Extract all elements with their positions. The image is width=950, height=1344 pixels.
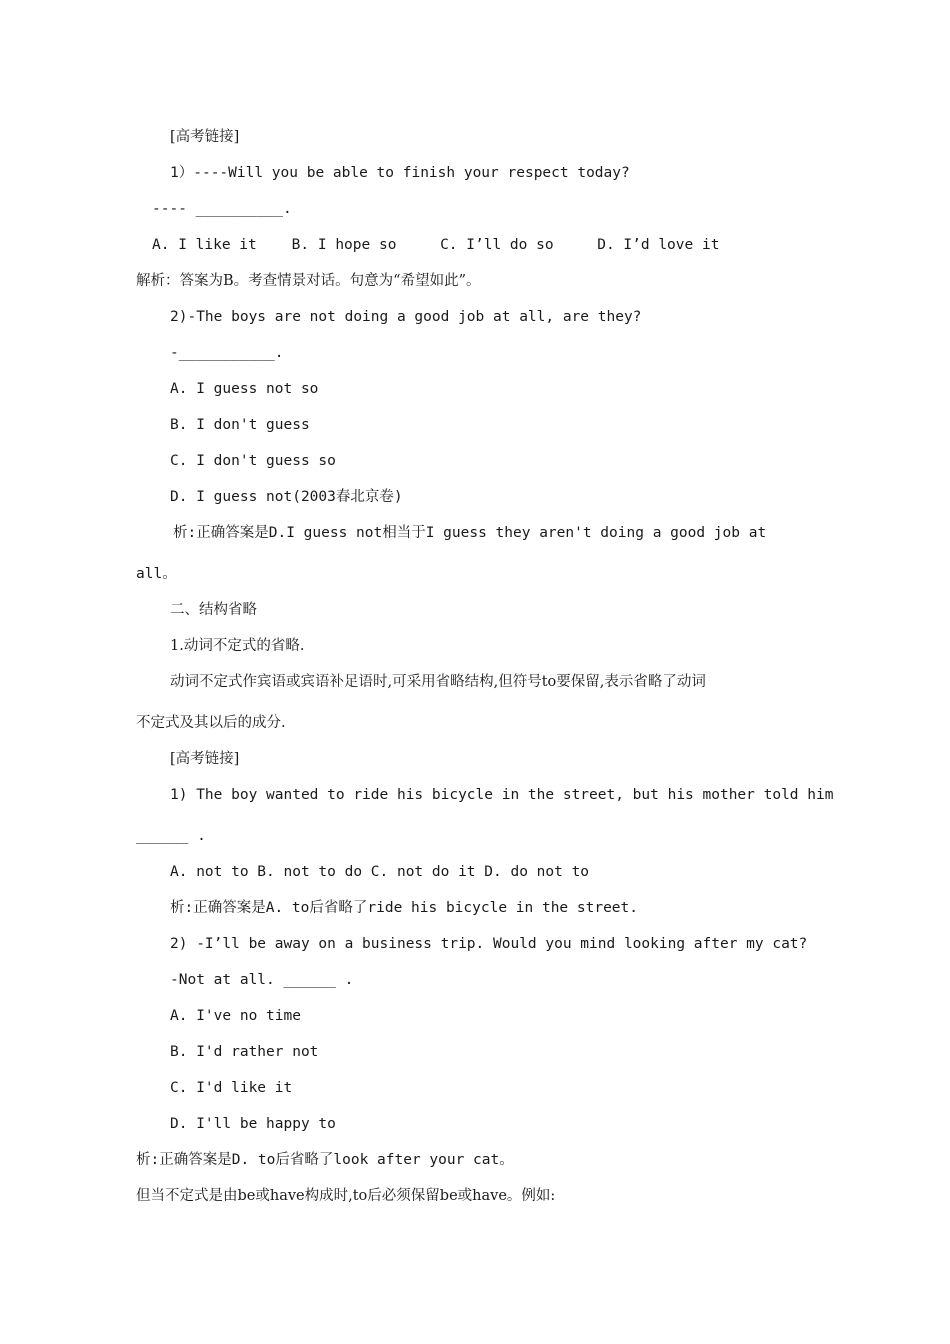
question-1-analysis: 解析：答案为B。考查情景对话。句意为“希望如此”。 <box>136 273 481 289</box>
section-tag-gaokao: [高考链接] <box>170 129 240 145</box>
question-2-option-c: C. I don't guess so <box>170 453 336 469</box>
question-4-stem: 2) -I’ll be away on a business trip. Would you mind looking after my cat? <box>170 936 808 952</box>
question-2-analysis-cont: all。 <box>136 566 177 582</box>
question-3-blank: ______ . <box>136 828 206 844</box>
question-4-option-b: B. I'd rather not <box>170 1044 319 1060</box>
question-3-stem: 1) The boy wanted to ride his bicycle in the street, but his mother told him <box>170 787 834 803</box>
question-1-blank: ---- __________. <box>152 201 292 217</box>
question-1-options: A. I like it B. I hope so C. I’ll do so D. I’d love it <box>152 237 720 253</box>
question-4-option-d: D. I'll be happy to <box>170 1116 336 1132</box>
question-3-options: A. not to B. not to do C. not do it D. do not to <box>170 864 590 880</box>
question-2-analysis: 析:正确答案是D.I guess not相当于I guess they aren't doing a good job at <box>173 525 767 541</box>
question-3-analysis: 析:正确答案是A. to后省略了ride his bicycle in the street. <box>170 900 638 916</box>
rule-paragraph: 动词不定式作宾语或宾语补足语时,可采用省略结构,但符号to要保留,表示省略了动词 <box>170 674 706 690</box>
question-4-blank: -Not at all. ______ . <box>170 972 354 988</box>
question-2-blank: -___________. <box>170 345 284 361</box>
question-4-option-a: A. I've no time <box>170 1008 301 1024</box>
section-tag-gaokao-2: [高考链接] <box>170 751 240 767</box>
question-2-stem: 2)-The boys are not doing a good job at all, are they? <box>170 309 642 325</box>
question-4-option-c: C. I'd like it <box>170 1080 293 1096</box>
exception-note: 但当不定式是由be或have构成时,to后必须保留be或have。例如: <box>136 1188 556 1204</box>
rule-paragraph-cont: 不定式及其以后的成分. <box>136 715 286 731</box>
question-2-option-b: B. I don't guess <box>170 417 310 433</box>
question-4-analysis: 析:正确答案是D. to后省略了look after your cat。 <box>136 1152 514 1168</box>
question-2-option-a: A. I guess not so <box>170 381 319 397</box>
subsection-infinitive: 1.动词不定式的省略. <box>170 638 305 654</box>
section-heading-structure: 二、结构省略 <box>170 602 257 618</box>
question-2-option-d: D. I guess not(2003春北京卷) <box>170 489 403 505</box>
question-1-stem: 1）----Will you be able to finish your respect today? <box>170 165 630 181</box>
